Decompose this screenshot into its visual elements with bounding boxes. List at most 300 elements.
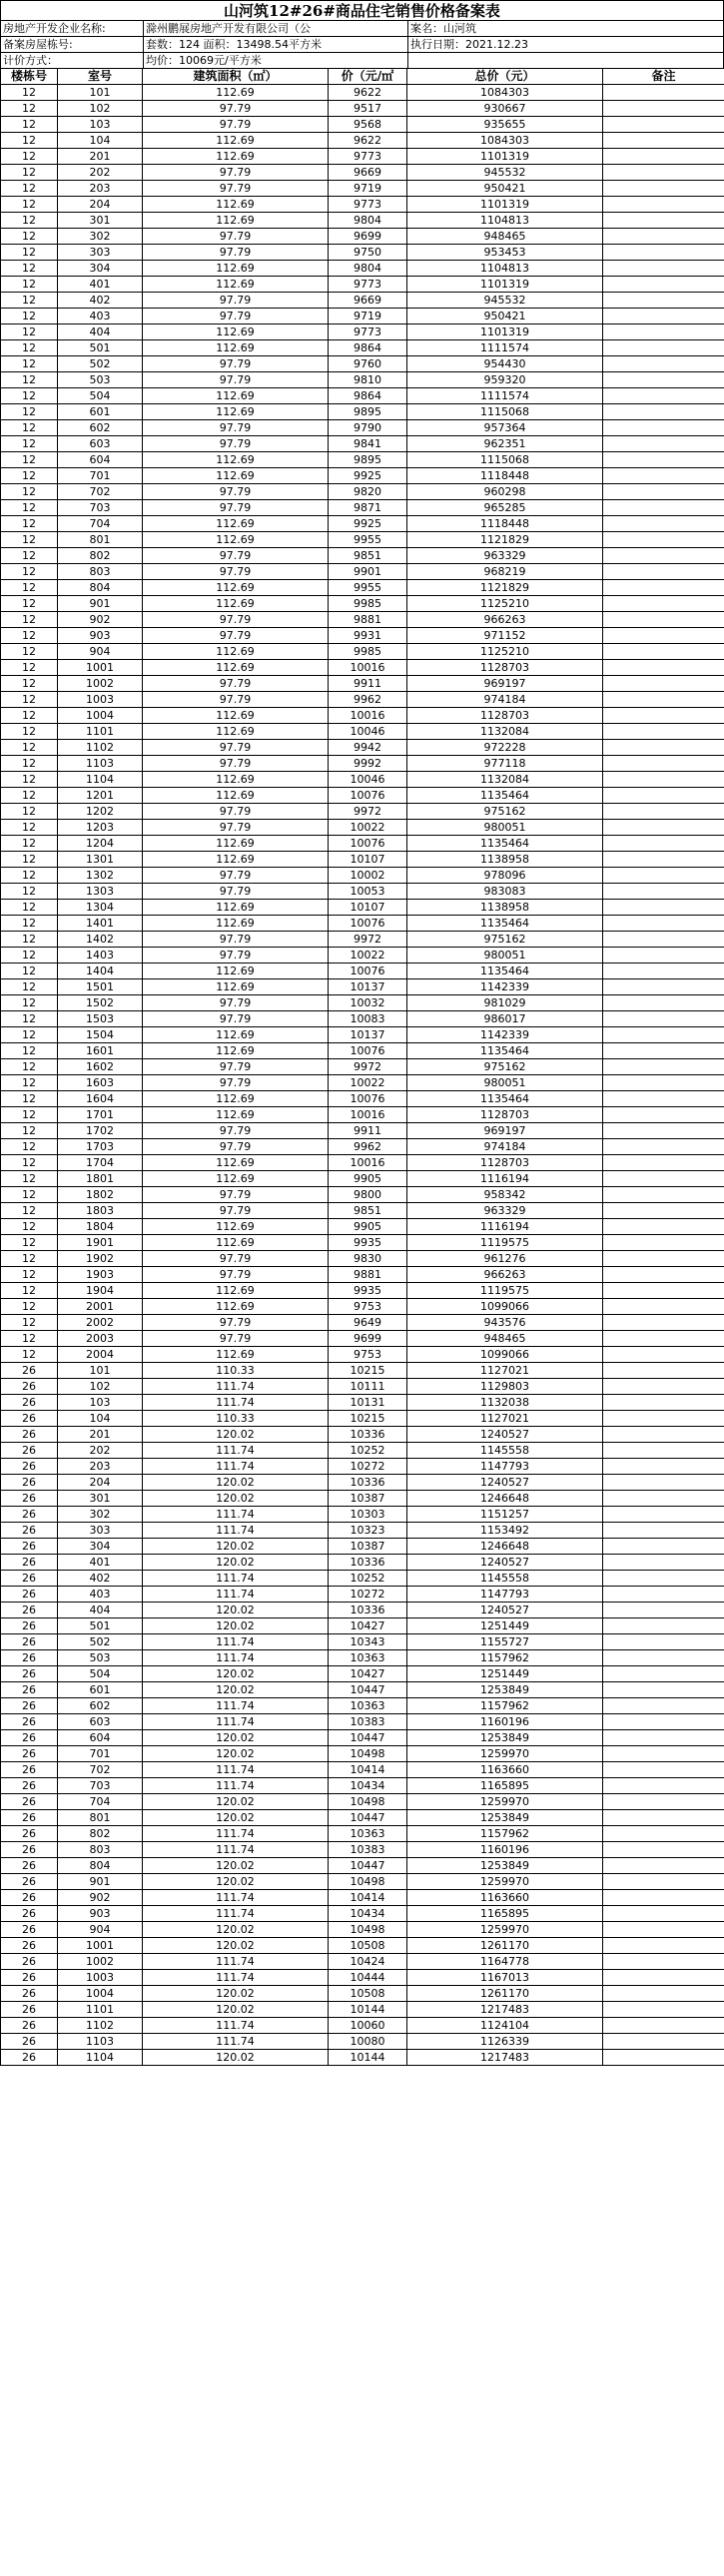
table-row — [1, 1587, 724, 1603]
building-cell: 12 — [1, 181, 58, 197]
area-cell: 120.02 — [143, 1618, 329, 1634]
unit-price-cell: 10060 — [329, 2018, 407, 2034]
building-cell: 26 — [1, 1746, 58, 1762]
room-cell: 1903 — [58, 1267, 143, 1283]
table-row — [1, 117, 724, 133]
table-row — [1, 820, 724, 836]
area-cell: 97.79 — [143, 165, 329, 181]
unit-price-cell: 9669 — [329, 293, 407, 309]
remark-cell — [603, 596, 724, 612]
unit-price-cell: 10387 — [329, 1491, 407, 1507]
room-cell: 1001 — [58, 660, 143, 676]
building-cell: 12 — [1, 372, 58, 388]
total-price-cell: 1132084 — [407, 724, 603, 740]
room-cell: 1504 — [58, 1027, 143, 1043]
table-row — [1, 1011, 724, 1027]
table-row — [1, 1858, 724, 1874]
remark-cell — [603, 1618, 724, 1634]
building-cell: 12 — [1, 724, 58, 740]
area-cell: 111.74 — [143, 1571, 329, 1587]
room-cell: 601 — [58, 404, 143, 420]
unit-price-cell: 10336 — [329, 1555, 407, 1571]
remark-cell — [603, 756, 724, 772]
building-cell: 12 — [1, 1171, 58, 1187]
area-cell: 97.79 — [143, 245, 329, 261]
remark-cell — [603, 1922, 724, 1938]
unit-price-cell: 9985 — [329, 596, 407, 612]
unit-price-cell: 9820 — [329, 484, 407, 500]
unit-price-cell: 10053 — [329, 884, 407, 900]
unit-price-cell: 9931 — [329, 628, 407, 644]
table-row — [1, 1315, 724, 1331]
area-cell: 97.79 — [143, 995, 329, 1011]
table-row — [1, 724, 724, 740]
remark-cell — [603, 1043, 724, 1059]
remark-cell — [603, 932, 724, 948]
unit-price-cell: 10323 — [329, 1523, 407, 1539]
total-price-cell: 948465 — [407, 229, 603, 245]
remark-cell — [603, 1634, 724, 1650]
table-row — [1, 1491, 724, 1507]
col-header-area: 建筑面积（㎡） — [143, 69, 329, 85]
table-row — [1, 2002, 724, 2018]
building-cell: 26 — [1, 1411, 58, 1427]
building-cell: 12 — [1, 884, 58, 900]
room-cell: 1003 — [58, 1970, 143, 1986]
room-cell: 902 — [58, 1890, 143, 1906]
room-cell: 1004 — [58, 708, 143, 724]
remark-cell — [603, 1171, 724, 1187]
total-price-cell: 1125210 — [407, 644, 603, 660]
total-price-cell: 1155727 — [407, 1634, 603, 1650]
room-cell: 1801 — [58, 1171, 143, 1187]
area-cell: 112.69 — [143, 596, 329, 612]
area-cell: 120.02 — [143, 1730, 329, 1746]
table-row — [1, 324, 724, 340]
room-cell: 1402 — [58, 932, 143, 948]
remark-cell — [603, 676, 724, 692]
building-cell: 26 — [1, 1650, 58, 1666]
area-cell: 112.69 — [143, 340, 329, 356]
unit-price-cell: 9985 — [329, 644, 407, 660]
remark-cell — [603, 1203, 724, 1219]
area-cell: 112.69 — [143, 324, 329, 340]
area-cell: 97.79 — [143, 1315, 329, 1331]
building-cell: 12 — [1, 1011, 58, 1027]
unit-price-cell: 10076 — [329, 836, 407, 852]
remark-cell — [603, 1986, 724, 2002]
total-price-cell: 1253849 — [407, 1682, 603, 1698]
unit-price-cell: 9955 — [329, 532, 407, 548]
remark-cell — [603, 181, 724, 197]
remark-cell — [603, 1331, 724, 1347]
room-cell: 801 — [58, 532, 143, 548]
total-price-cell: 1160196 — [407, 1842, 603, 1858]
total-price-cell: 1251449 — [407, 1618, 603, 1634]
area-cell: 120.02 — [143, 1682, 329, 1698]
unit-price-cell: 10444 — [329, 1970, 407, 1986]
pricing-blank — [407, 53, 723, 68]
table-row — [1, 1075, 724, 1091]
unit-price-cell: 9972 — [329, 1059, 407, 1075]
building-cell: 12 — [1, 516, 58, 532]
area-cell: 111.74 — [143, 1587, 329, 1603]
area-cell: 97.79 — [143, 564, 329, 580]
remark-cell — [603, 564, 724, 580]
unit-price-cell: 10131 — [329, 1395, 407, 1411]
building-cell: 12 — [1, 133, 58, 149]
area-cell: 112.69 — [143, 660, 329, 676]
building-cell: 12 — [1, 229, 58, 245]
area-cell: 120.02 — [143, 1427, 329, 1443]
room-cell: 804 — [58, 1858, 143, 1874]
total-price-cell: 1151257 — [407, 1507, 603, 1523]
table-row — [1, 1379, 724, 1395]
total-price-cell: 1128703 — [407, 1155, 603, 1171]
remark-cell — [603, 1123, 724, 1139]
remark-cell — [603, 884, 724, 900]
area-cell: 112.69 — [143, 149, 329, 165]
building-cell: 12 — [1, 900, 58, 916]
total-price-cell: 1163660 — [407, 1890, 603, 1906]
room-cell: 401 — [58, 277, 143, 293]
remark-cell — [603, 1235, 724, 1251]
total-price-cell: 1116194 — [407, 1171, 603, 1187]
area-cell: 97.79 — [143, 948, 329, 964]
remark-cell — [603, 1107, 724, 1123]
building-cell: 26 — [1, 1714, 58, 1730]
unit-price-cell: 9719 — [329, 309, 407, 324]
table-row — [1, 277, 724, 293]
room-cell: 204 — [58, 197, 143, 213]
unit-price-cell: 10144 — [329, 2002, 407, 2018]
table-row — [1, 612, 724, 628]
area-cell: 112.69 — [143, 708, 329, 724]
total-price-cell: 972228 — [407, 740, 603, 756]
unit-price-cell: 9760 — [329, 356, 407, 372]
total-price-cell: 977118 — [407, 756, 603, 772]
table-row — [1, 500, 724, 516]
area-cell: 97.79 — [143, 1331, 329, 1347]
total-price-cell: 1138958 — [407, 900, 603, 916]
total-price-cell: 968219 — [407, 564, 603, 580]
remark-cell — [603, 85, 724, 101]
room-cell: 1301 — [58, 852, 143, 868]
unit-price-cell: 10447 — [329, 1730, 407, 1746]
pricing-label: 计价方式： — [3, 54, 58, 67]
total-price-cell: 1116194 — [407, 1219, 603, 1235]
total-price-cell: 1121829 — [407, 532, 603, 548]
room-cell: 1901 — [58, 1235, 143, 1251]
area-cell: 97.79 — [143, 932, 329, 948]
remark-cell — [603, 229, 724, 245]
room-cell: 704 — [58, 1794, 143, 1810]
building-cell: 12 — [1, 340, 58, 356]
building-cell: 26 — [1, 1539, 58, 1555]
remark-cell — [603, 1395, 724, 1411]
table-row — [1, 2018, 724, 2034]
table-row — [1, 852, 724, 868]
area-cell: 112.69 — [143, 468, 329, 484]
col-header-building: 楼栋号 — [1, 69, 58, 85]
area-cell: 112.69 — [143, 1219, 329, 1235]
remark-cell — [603, 1507, 724, 1523]
remark-cell — [603, 1874, 724, 1890]
remark-cell — [603, 1443, 724, 1459]
remark-cell — [603, 1794, 724, 1810]
table-row — [1, 1682, 724, 1698]
room-cell: 201 — [58, 1427, 143, 1443]
area-cell: 112.69 — [143, 772, 329, 788]
table-row — [1, 596, 724, 612]
developer-value: 滁州鹏展房地产开发有限公司（公 — [143, 21, 407, 36]
area-cell: 112.69 — [143, 916, 329, 932]
unit-price-cell: 9911 — [329, 1123, 407, 1139]
table-row — [1, 1443, 724, 1459]
total-price-cell: 950421 — [407, 181, 603, 197]
total-price-cell: 1127021 — [407, 1363, 603, 1379]
room-cell: 1404 — [58, 964, 143, 979]
table-row — [1, 1155, 724, 1171]
room-cell: 1503 — [58, 1011, 143, 1027]
room-cell: 401 — [58, 1555, 143, 1571]
room-cell: 504 — [58, 1666, 143, 1682]
remark-cell — [603, 309, 724, 324]
remark-cell — [603, 101, 724, 117]
remark-cell — [603, 1267, 724, 1283]
building-cell: 26 — [1, 1427, 58, 1443]
remark-cell — [603, 804, 724, 820]
unit-price-cell: 10447 — [329, 1810, 407, 1826]
room-cell: 204 — [58, 1475, 143, 1491]
unit-price-cell: 9568 — [329, 117, 407, 133]
area-cell: 112.69 — [143, 133, 329, 149]
remark-cell — [603, 2034, 724, 2050]
total-price-cell: 957364 — [407, 420, 603, 436]
table-row — [1, 884, 724, 900]
unit-price-cell: 10498 — [329, 1746, 407, 1762]
area-cell: 111.74 — [143, 1826, 329, 1842]
unit-price-cell: 10144 — [329, 2050, 407, 2066]
unit-price-cell: 9895 — [329, 404, 407, 420]
remark-cell — [603, 1251, 724, 1267]
area-cell: 112.69 — [143, 852, 329, 868]
building-cell: 12 — [1, 644, 58, 660]
remark-cell — [603, 340, 724, 356]
unit-price-cell: 10508 — [329, 1938, 407, 1954]
remark-cell — [603, 2018, 724, 2034]
unit-price-cell: 9972 — [329, 804, 407, 820]
area-cell: 112.69 — [143, 964, 329, 979]
building-cell: 12 — [1, 820, 58, 836]
table-row — [1, 788, 724, 804]
remark-cell — [603, 820, 724, 836]
record-value: 套数：124 面积：13498.54平方米 — [143, 37, 407, 52]
building-cell: 12 — [1, 484, 58, 500]
room-cell: 1803 — [58, 1203, 143, 1219]
remark-cell — [603, 1379, 724, 1395]
total-price-cell: 935655 — [407, 117, 603, 133]
total-price-cell: 1259970 — [407, 1794, 603, 1810]
room-cell: 1103 — [58, 2034, 143, 2050]
total-price-cell: 963329 — [407, 1203, 603, 1219]
remark-cell — [603, 1523, 724, 1539]
area-cell: 120.02 — [143, 1555, 329, 1571]
area-cell: 112.69 — [143, 261, 329, 277]
room-cell: 801 — [58, 1810, 143, 1826]
total-price-cell: 1128703 — [407, 708, 603, 724]
area-cell: 97.79 — [143, 181, 329, 197]
total-price-cell: 966263 — [407, 1267, 603, 1283]
room-cell: 1002 — [58, 1954, 143, 1970]
table-row — [1, 149, 724, 165]
total-price-cell: 974184 — [407, 692, 603, 708]
unit-price-cell: 10383 — [329, 1842, 407, 1858]
remark-cell — [603, 1571, 724, 1587]
total-price-cell: 1084303 — [407, 85, 603, 101]
room-cell: 1904 — [58, 1283, 143, 1299]
table-row — [1, 900, 724, 916]
building-cell: 12 — [1, 1267, 58, 1283]
room-cell: 701 — [58, 468, 143, 484]
table-row — [1, 1187, 724, 1203]
table-row — [1, 1475, 724, 1491]
unit-price-cell: 10424 — [329, 1954, 407, 1970]
building-cell: 12 — [1, 772, 58, 788]
total-price-cell: 1165895 — [407, 1906, 603, 1922]
unit-price-cell: 9830 — [329, 1251, 407, 1267]
remark-cell — [603, 772, 724, 788]
remark-cell — [603, 1746, 724, 1762]
area-cell: 112.69 — [143, 388, 329, 404]
table-row — [1, 1826, 724, 1842]
building-cell: 12 — [1, 468, 58, 484]
table-row — [1, 436, 724, 452]
total-price-cell: 1101319 — [407, 149, 603, 165]
remark-cell — [603, 500, 724, 516]
building-cell: 12 — [1, 932, 58, 948]
area-cell: 97.79 — [143, 1139, 329, 1155]
remark-cell — [603, 1059, 724, 1075]
unit-price-cell: 10022 — [329, 820, 407, 836]
building-cell: 26 — [1, 1587, 58, 1603]
table-row — [1, 660, 724, 676]
building-cell: 12 — [1, 628, 58, 644]
project-name: 案名：山河筑 — [407, 21, 723, 36]
unit-price-cell: 10272 — [329, 1587, 407, 1603]
exec-date: 执行日期：2021.12.23 — [407, 37, 723, 52]
area-cell: 97.79 — [143, 420, 329, 436]
remark-cell — [603, 452, 724, 468]
remark-cell — [603, 1539, 724, 1555]
table-row — [1, 644, 724, 660]
remark-cell — [603, 548, 724, 564]
room-cell: 1604 — [58, 1091, 143, 1107]
total-price-cell: 1111574 — [407, 388, 603, 404]
remark-cell — [603, 1603, 724, 1618]
room-cell: 301 — [58, 1491, 143, 1507]
unit-price-cell: 9753 — [329, 1347, 407, 1363]
area-cell: 97.79 — [143, 500, 329, 516]
building-cell: 12 — [1, 852, 58, 868]
table-row — [1, 532, 724, 548]
remark-cell — [603, 1491, 724, 1507]
total-price-cell: 969197 — [407, 1123, 603, 1139]
total-price-cell: 1135464 — [407, 836, 603, 852]
table-row — [1, 1762, 724, 1778]
area-cell: 112.69 — [143, 1027, 329, 1043]
room-cell: 501 — [58, 1618, 143, 1634]
table-row — [1, 916, 724, 932]
remark-cell — [603, 1555, 724, 1571]
total-price-cell: 943576 — [407, 1315, 603, 1331]
area-cell: 112.69 — [143, 580, 329, 596]
room-cell: 1003 — [58, 692, 143, 708]
unit-price-cell: 9972 — [329, 932, 407, 948]
room-cell: 304 — [58, 261, 143, 277]
table-row — [1, 420, 724, 436]
table-row — [1, 2050, 724, 2066]
building-cell: 12 — [1, 213, 58, 229]
unit-price-cell: 10252 — [329, 1571, 407, 1587]
building-cell: 12 — [1, 740, 58, 756]
building-cell: 12 — [1, 324, 58, 340]
table-row — [1, 1091, 724, 1107]
room-cell: 404 — [58, 324, 143, 340]
unit-price-cell: 9864 — [329, 340, 407, 356]
unit-price-cell: 9881 — [329, 1267, 407, 1283]
total-price-cell: 1217483 — [407, 2002, 603, 2018]
unit-price-cell: 10016 — [329, 1155, 407, 1171]
building-cell: 12 — [1, 500, 58, 516]
area-cell: 111.74 — [143, 1842, 329, 1858]
table-row — [1, 1698, 724, 1714]
area-cell: 120.02 — [143, 1539, 329, 1555]
remark-cell — [603, 1698, 724, 1714]
unit-price-cell: 9719 — [329, 181, 407, 197]
building-cell: 12 — [1, 612, 58, 628]
table-row — [1, 388, 724, 404]
room-cell: 203 — [58, 1459, 143, 1475]
remark-cell — [603, 133, 724, 149]
table-row — [1, 1922, 724, 1938]
total-price-cell: 974184 — [407, 1139, 603, 1155]
building-cell: 12 — [1, 1203, 58, 1219]
total-price-cell: 981029 — [407, 995, 603, 1011]
building-cell: 26 — [1, 1922, 58, 1938]
building-cell: 26 — [1, 1698, 58, 1714]
table-row — [1, 1267, 724, 1283]
table-row — [1, 692, 724, 708]
building-cell: 26 — [1, 1603, 58, 1618]
building-cell: 26 — [1, 1970, 58, 1986]
room-cell: 504 — [58, 388, 143, 404]
room-cell: 603 — [58, 436, 143, 452]
area-cell: 111.74 — [143, 2018, 329, 2034]
room-cell: 1101 — [58, 724, 143, 740]
total-price-cell: 1240527 — [407, 1555, 603, 1571]
area-cell: 111.74 — [143, 1459, 329, 1475]
total-price-cell: 1104813 — [407, 213, 603, 229]
room-cell: 302 — [58, 1507, 143, 1523]
table-row — [1, 1123, 724, 1139]
table-row — [1, 1571, 724, 1587]
unit-price-cell: 10137 — [329, 1027, 407, 1043]
remark-cell — [603, 197, 724, 213]
area-cell: 97.79 — [143, 1251, 329, 1267]
room-cell: 1102 — [58, 740, 143, 756]
unit-price-cell: 9790 — [329, 420, 407, 436]
